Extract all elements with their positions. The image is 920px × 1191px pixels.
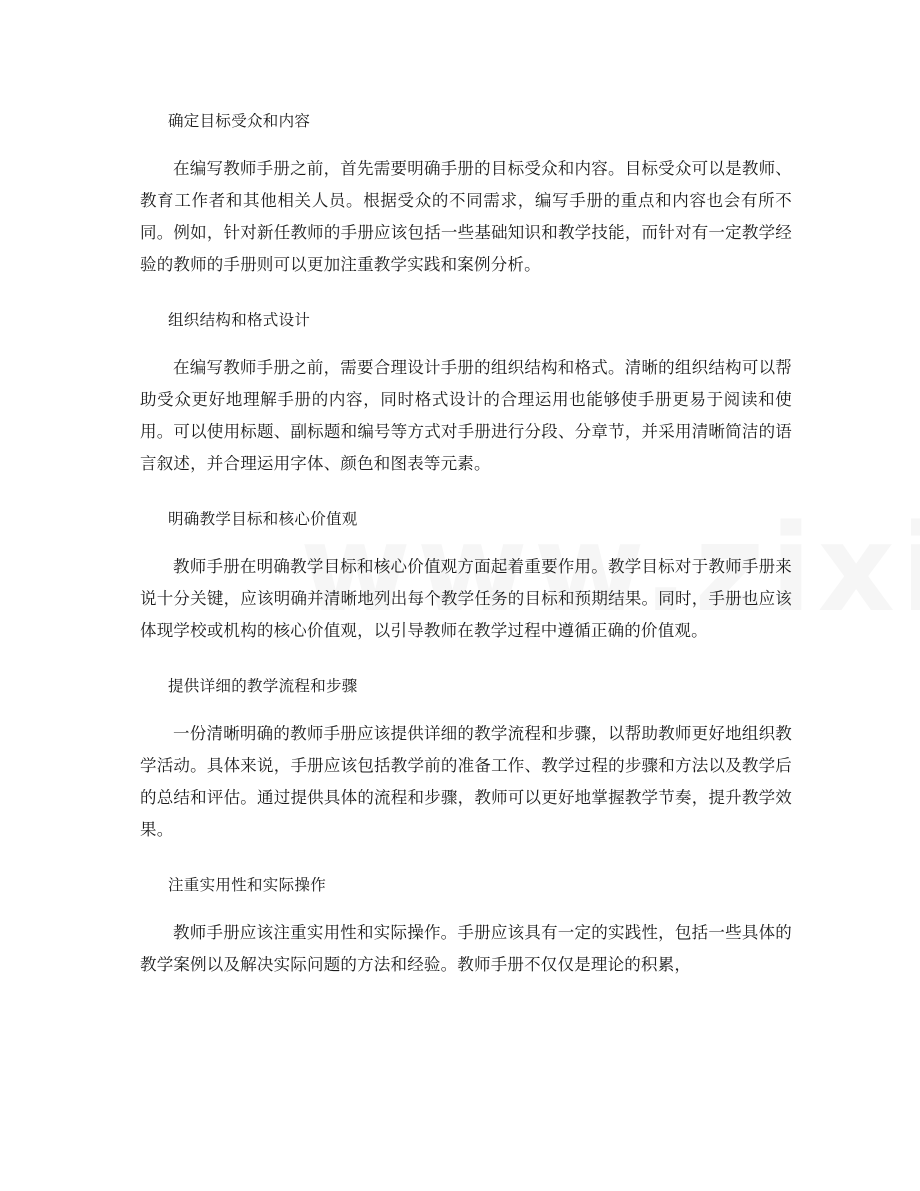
section-paragraph: 在编写教师手册之前，首先需要明确手册的目标受众和内容。目标受众可以是教师、教育工作者和其他相关人员。根据受众的不同需求，编写手册的重点和内容也会有所不同。例如，针对新任教师的手册应该包括一些基础知识和教学技能，而针对有一定教学经验的教师的手册则可以更加注重教学实践和案例分析。: [140, 159, 792, 274]
section-practicality: [140, 870, 792, 981]
section-heading: 注重实用性和实际操作: [168, 876, 327, 894]
section-process-steps: [140, 671, 792, 846]
section-paragraph: 一份清晰明确的教师手册应该提供详细的教学流程和步骤，以帮助教师更好地组织教学活动。具体来说，手册应该包括教学前的准备工作、教学过程的步骤和方法以及教学后的总结和评估。通过提供具体的流程和步骤，教师可以更好地掌握教学节奏，提升教学效果。: [140, 724, 792, 839]
section-heading: 组织结构和格式设计: [168, 311, 311, 329]
section-target-audience: [140, 106, 792, 281]
section-heading: 提供详细的教学流程和步骤: [168, 677, 358, 695]
section-goals-values: [140, 504, 792, 647]
section-heading: 明确教学目标和核心价值观: [168, 510, 358, 528]
section-paragraph: 在编写教师手册之前，需要合理设计手册的组织结构和格式。清晰的组织结构可以帮助受众更好地理解手册的内容，同时格式设计的合理运用也能够使手册更易于阅读和使用。可以使用标题、副标题和编号等方式对手册进行分段、分章节，并采用清晰简洁的语言叙述，并合理运用字体、颜色和图表等元素。: [140, 358, 792, 473]
section-paragraph: 教师手册应该注重实用性和实际操作。手册应该具有一定的实践性，包括一些具体的教学案例以及解决实际问题的方法和经验。教师手册不仅仅是理论的积累，: [140, 923, 792, 974]
section-heading: 确定目标受众和内容: [168, 112, 311, 130]
section-paragraph: 教师手册在明确教学目标和核心价值观方面起着重要作用。教学目标对于教师手册来说十分关键，应该明确并清晰地列出每个教学任务的目标和预期结果。同时，手册也应该体现学校或机构的核心价值观，以引导教师在教学过程中遵循正确的价值观。: [140, 557, 792, 640]
section-structure-format: [140, 305, 792, 480]
document-page: [140, 106, 792, 1005]
